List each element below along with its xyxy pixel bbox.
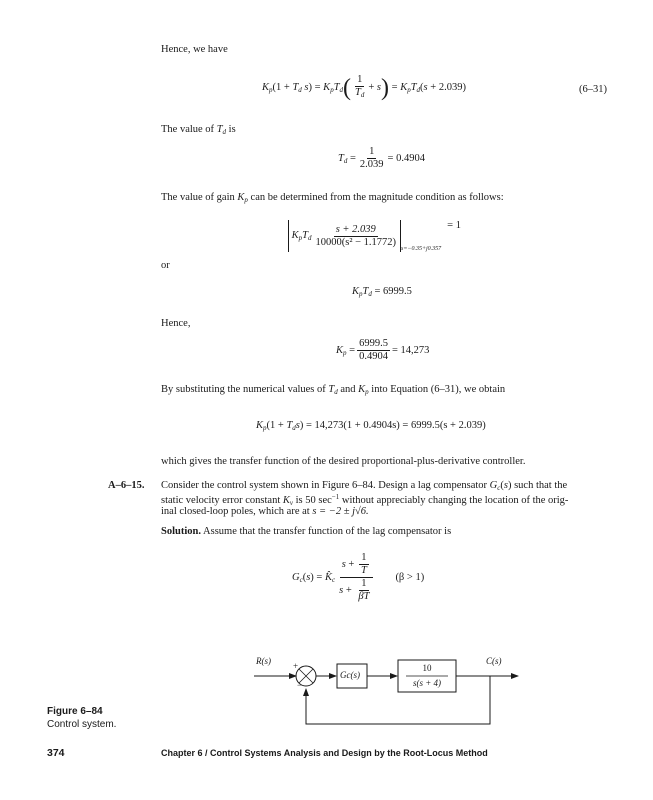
- figure-caption: Control system.: [47, 719, 117, 730]
- running-footer: Chapter 6 / Control Systems Analysis and Design by the Root-Locus Method: [161, 748, 488, 758]
- equation-kp: $K_p$ = $\frac{6999.5}{0.4904}$ = 14,273: [336, 338, 430, 362]
- label-plus: +: [293, 661, 299, 671]
- equation-6-31: $K_p(1 + T_d$ $s) = K_pT_d$ ( $\frac{1}{T_d}$ + s ) = $K_pT_d(s + 2.039)$: [262, 74, 466, 101]
- td-value: 0.4904: [396, 153, 425, 164]
- text-gain: The value of gain $K_p$ can be determined from the magnitude condition as follows:: [161, 192, 504, 204]
- text-value-td: The value of $T_d$ is: [161, 124, 236, 136]
- text-hence: Hence,: [161, 318, 191, 329]
- text-or: or: [161, 260, 170, 271]
- label-plant-den: s(s + 4): [412, 678, 442, 688]
- equation-final: $K_p(1 + T_ds) = 14,273(1 + 0.4904s) = 6999.5(s + 2.039)$: [256, 420, 486, 432]
- equation-number: (6–31): [579, 84, 607, 95]
- page-number: 374: [47, 747, 65, 759]
- solution-line: Solution. Assume that the transfer function of the lag compensator is: [161, 526, 452, 537]
- equation-kptd: $K_pT_d = 6999.5$: [352, 286, 412, 298]
- eq-one: 1: [357, 74, 363, 85]
- label-output: C(s): [486, 656, 502, 666]
- label-input: R(s): [256, 656, 271, 666]
- equation-magnitude: $K_pT_d$ $\frac{s + 2.039}{\text{10000(s² − 1.1772)}}$ s=−0.35+j0.357 = 1: [288, 220, 461, 252]
- problem-line-1: Consider the control system shown in Figure 6–84. Design a lag compensator $G_c(s)$ such that the: [161, 480, 568, 492]
- kp-value: 14,273: [400, 345, 430, 356]
- text-which-gives: which gives the transfer function of the desired proportional-plus-derivative controller.: [161, 456, 526, 467]
- label-plant-num: 10: [422, 663, 432, 673]
- label-compensator: Gc(s): [340, 670, 360, 680]
- eq-const-2039: 2.039: [438, 81, 463, 93]
- figure-label: Figure 6–84: [47, 706, 103, 717]
- problem-line-3: inal closed-loop poles, which are at s = −2 ± j√6.: [161, 506, 369, 517]
- problem-label: A–6–15.: [108, 480, 145, 491]
- equation-td: $T_d$ = $\frac{1}{2.039}$ = 0.4904: [338, 146, 425, 170]
- text-substituting: By substituting the numerical values of $T_d$ and $K_p$ into Equation (6–31), we obtain: [161, 384, 506, 396]
- label-minus: −: [297, 680, 303, 690]
- equation-lag-compensator: $G_c(s)$ = $K̂_c$ s + $\frac{1}{T}$ s + $\frac{1}{\beta T}$ (β > 1): [292, 552, 425, 602]
- text-hence-we-have: Hence, we have: [161, 44, 228, 55]
- problem-line-2: static velocity error constant $K_v$ is 50 $\sec^{-1}$ without appreciably changing the location of the orig-: [161, 493, 569, 507]
- beta-condition: (β > 1): [395, 572, 425, 583]
